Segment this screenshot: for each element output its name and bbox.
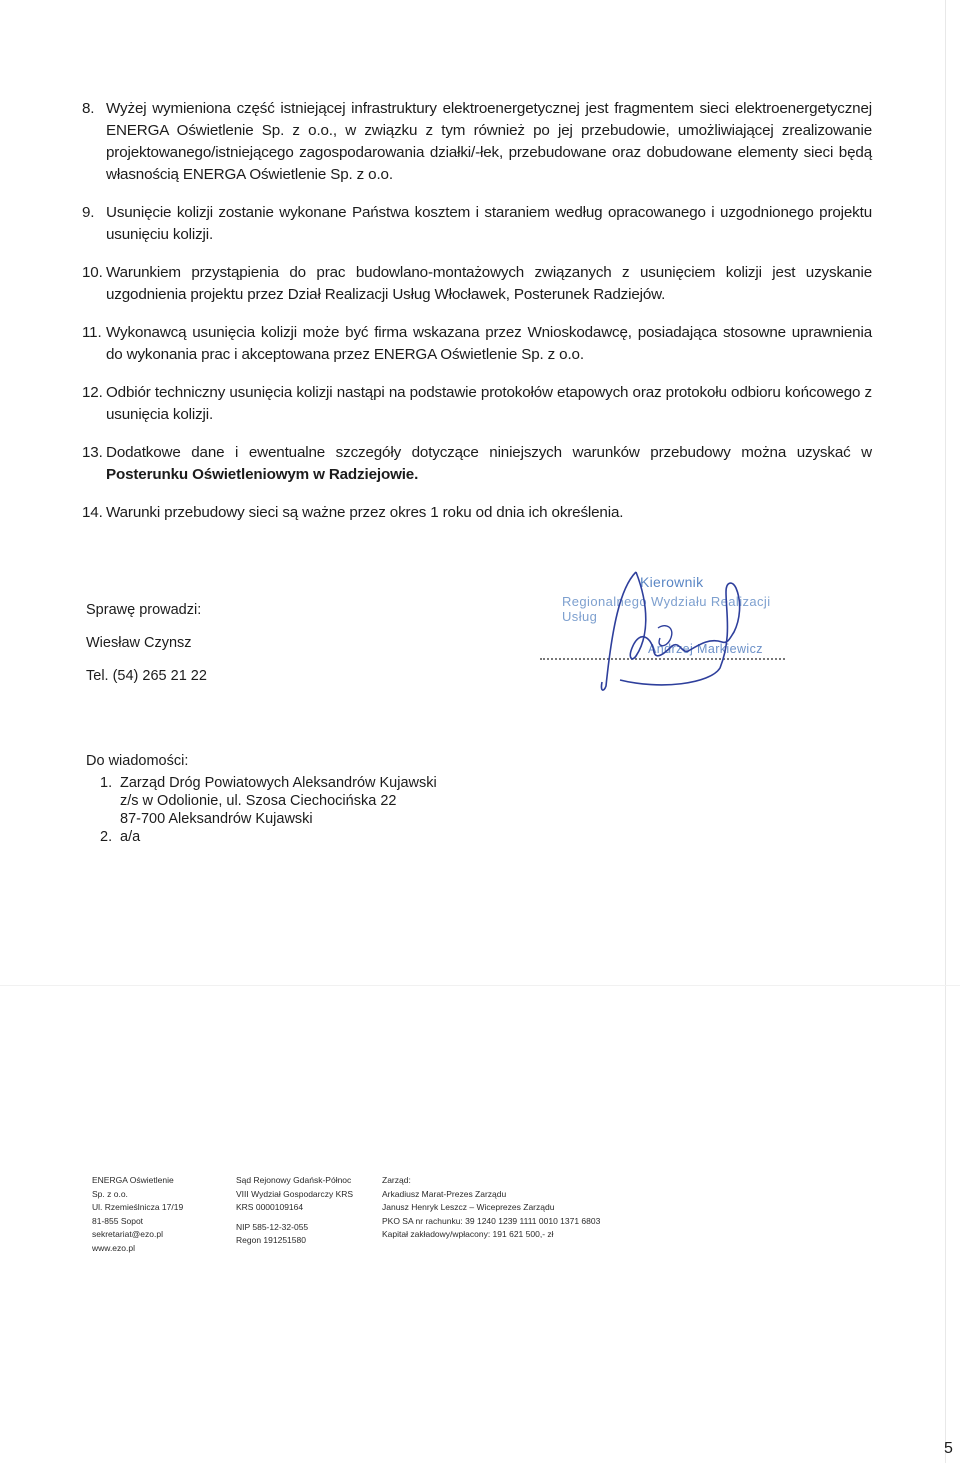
- recipient-1: [86, 774, 437, 828]
- recipient-number: 1.: [100, 775, 113, 791]
- contact-phone: Tel. (54) 265 21 22: [86, 668, 207, 684]
- footer-company: [92, 1174, 183, 1255]
- conditions-list: [82, 98, 872, 540]
- condition-item-8: [82, 98, 872, 186]
- footer-line: NIP 585-12-32-055: [236, 1221, 309, 1232]
- footer-registry: [236, 1174, 353, 1248]
- condition-item-12: [82, 382, 872, 426]
- footer-line: Arkadiusz Marat-Prezes Zarządu: [382, 1188, 507, 1199]
- footer-line: 81-855 Sopot: [92, 1215, 144, 1226]
- footer-line: Ul. Rzemieślnicza 17/19: [92, 1202, 184, 1212]
- condition-item-11: [82, 322, 872, 366]
- handwritten-signature: [540, 568, 800, 698]
- item-number: 8.: [82, 100, 95, 117]
- case-contact: [86, 600, 207, 699]
- footer-line: ENERGA Oświetlenie: [92, 1175, 174, 1185]
- contact-label: Sprawę prowadzi:: [86, 602, 202, 618]
- recipient-line: z/s w Odolionie, ul. Szosa Ciechocińska 22: [120, 793, 397, 809]
- page-divider: [0, 985, 960, 986]
- recipient-number: 2.: [100, 829, 113, 845]
- item-text-regular: Dodatkowe dane i ewentualne szczegóły dotyczące niniejszych warunków przebudowy można uzyskać w: [106, 444, 872, 461]
- item-text: Warunkiem przystąpienia do prac budowlano-montażowych związanych z usunięciem kolizji jest uzyskanie uzgodnienia projektu przez Dział Realizacji Usług Włocławek, Posterunek Radziejów.: [106, 264, 872, 303]
- item-number: 10.: [82, 264, 103, 281]
- item-text: [106, 442, 872, 486]
- item-number: 11.: [82, 324, 102, 341]
- condition-item-13: [82, 442, 872, 486]
- footer-line: Kapitał zakładowy/wpłacony: 191 621 500,- zł: [382, 1229, 554, 1239]
- footer-line: VIII Wydział Gospodarczy KRS: [236, 1188, 354, 1199]
- item-number: 14.: [82, 504, 103, 521]
- recipient-2: [86, 828, 437, 846]
- footer-line: Regon 191251580: [236, 1235, 306, 1245]
- distribution-header: Do wiadomości:: [86, 753, 189, 769]
- stamp-name: Andrzej Markiewicz: [648, 642, 763, 656]
- contact-name: Wiesław Czynsz: [86, 635, 192, 651]
- stamp-title: Kierownik: [640, 574, 704, 590]
- footer-board: [382, 1174, 600, 1242]
- recipient-line: 87-700 Aleksandrów Kujawski: [120, 811, 313, 827]
- footer-line: Zarząd:: [382, 1175, 411, 1185]
- item-text: Usunięcie kolizji zostanie wykonane Państwa kosztem i staraniem według opracowanego i uzgodnionego projektu usunięciu kolizji.: [106, 204, 872, 243]
- item-text: Warunki przebudowy sieci są ważne przez okres 1 roku od dnia ich określenia.: [106, 504, 624, 521]
- footer-line: KRS 0000109164: [236, 1202, 304, 1212]
- footer-line: PKO SA nr rachunku: 39 1240 1239 1111 0010 1371 6803: [382, 1215, 601, 1226]
- condition-item-10: [82, 262, 872, 306]
- condition-item-9: [82, 202, 872, 246]
- footer-website: www.ezo.pl: [92, 1242, 135, 1253]
- item-number: 12.: [82, 384, 103, 401]
- distribution-list: [86, 752, 437, 846]
- footer-line: Sp. z o.o.: [92, 1188, 128, 1199]
- stamp-department: Regionalnego Wydziału Realizacji Usług: [562, 594, 771, 624]
- page-edge-line: [945, 0, 946, 1463]
- item-text: Odbiór techniczny usunięcia kolizji nastąpi na podstawie protokołów etapowych oraz protokołu odbioru końcowego z usunięcia kolizji.: [106, 384, 872, 423]
- footer-line: Sąd Rejonowy Gdańsk-Północ: [236, 1175, 352, 1185]
- item-text-bold: Posterunku Oświetleniowym w Radziejowie.: [106, 466, 419, 483]
- recipient-line: Zarząd Dróg Powiatowych Aleksandrów Kujawski: [120, 775, 437, 791]
- condition-item-14: [82, 502, 872, 524]
- page-number: 5: [944, 1440, 953, 1457]
- footer-email: sekretariat@ezo.pl: [92, 1229, 163, 1239]
- signature-stamp: [540, 568, 800, 698]
- item-number: 13.: [82, 444, 103, 461]
- item-text: Wykonawcą usunięcia kolizji może być firma wskazana przez Wnioskodawcę, posiadająca stosowne uprawnienia do wykonania prac i akceptowana przez ENERGA Oświetlenie Sp. z o.o.: [106, 324, 872, 363]
- item-number: 9.: [82, 204, 95, 221]
- recipient-line: a/a: [120, 829, 141, 845]
- item-text: Wyżej wymieniona część istniejącej infrastruktury elektroenergetycznej jest fragmentem sieci elektroenergetycznej ENERGA Oświetlenie Sp. z o.o., w związku z tym również po jej przebudowie, umożliwiającej zrealizowanie projektowanego/istniejącego zagospodarowania działki/-łek, przebudowane oraz dobudowane elementy sieci będą własnością ENERGA Oświetlenie Sp. z o.o.: [106, 100, 872, 183]
- footer-line: Janusz Henryk Leszcz – Wiceprezes Zarządu: [382, 1202, 555, 1212]
